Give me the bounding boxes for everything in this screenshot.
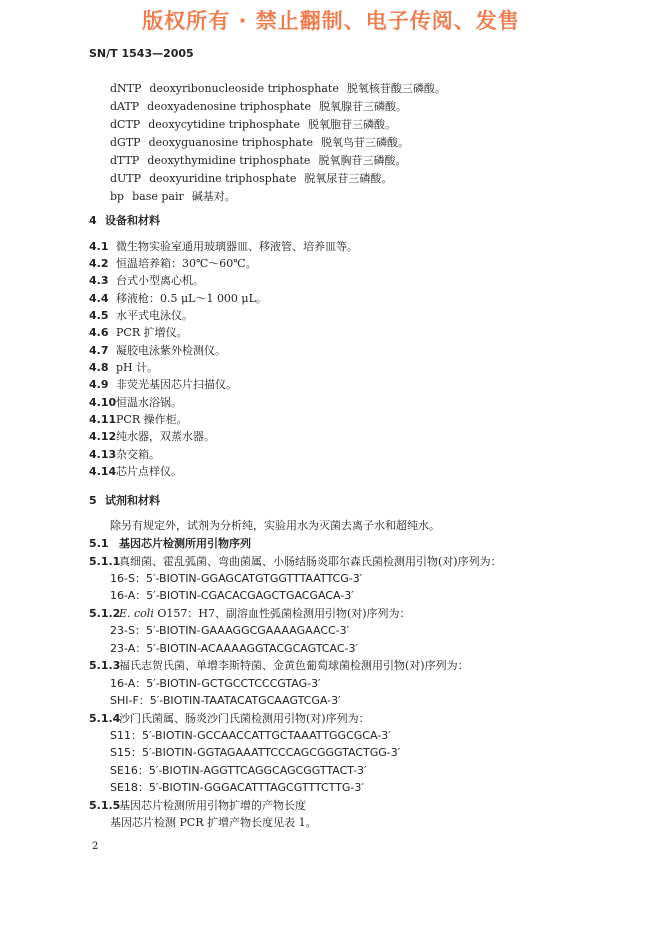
primer-sequence: 23-S：5′-BIOTIN-GAAAGGCGAAAAGAACC-3′: [110, 624, 350, 637]
list-item: [89, 324, 188, 340]
item-text: 非荧光基因芯片扫描仪。: [116, 378, 237, 391]
subsection-heading: [89, 797, 306, 813]
abbr-chinese: 碱基对。: [191, 190, 236, 203]
primer-sequence: S11：5′-BIOTIN-GCCAACCATTGCTAAATTGGCGCA-3′: [110, 729, 391, 742]
subsection-heading: [89, 535, 251, 551]
list-item: [89, 428, 215, 444]
abbr-row: [110, 116, 404, 132]
subsection-heading: [89, 605, 411, 621]
subsection-text: 基因芯片检测所用引物扩增的产物长度: [119, 799, 306, 812]
item-text: 移液枪：0.5 μL～1 000 μL。: [116, 292, 267, 305]
item-number: 4.6: [89, 326, 109, 339]
abbr-term: dTTP: [110, 154, 140, 167]
abbr-term: dATP: [110, 100, 140, 113]
item-number: 4.13: [89, 448, 117, 461]
list-item: [89, 411, 188, 427]
abbr-chinese: 脱氧鸟苷三磷酸。: [321, 136, 410, 149]
subsection-heading: [89, 657, 469, 673]
paragraph: 基因芯片检测 PCR 扩增产物长度见表 1。: [110, 816, 317, 829]
item-number: 4.1: [89, 240, 109, 253]
item-text: PCR 操作柜。: [116, 413, 188, 426]
list-item: [89, 376, 237, 392]
subsection-number: 5.1.3: [89, 659, 121, 672]
item-number: 4.3: [89, 274, 109, 287]
primer-sequence: 16-A：5′-BIOTIN-GCTGCCTCCCGTAG-3′: [110, 677, 321, 690]
abbr-term: dNTP: [110, 82, 142, 95]
item-number: 4.5: [89, 309, 109, 322]
item-text: 台式小型离心机。: [116, 274, 204, 287]
subsection-number: 5.1.1: [89, 555, 121, 568]
primer-sequence: 16-S：5′-BIOTIN-GGAGCATGTGGTTTAATTCG-3′: [110, 572, 363, 585]
subsection-title: 基因芯片检测所用引物序列: [119, 537, 251, 550]
section-number: 4: [89, 214, 97, 227]
item-text: 微生物实验室通用玻璃器皿、移液管、培养皿等。: [116, 240, 358, 253]
item-text: 杂交箱。: [116, 448, 160, 461]
subsection-text: 沙门氏菌属、肠炎沙门氏菌检测用引物(对)序列为：: [119, 712, 370, 725]
abbr-row: [110, 98, 415, 114]
list-item: [89, 255, 257, 271]
abbr-english: deoxyribonucleoside triphosphate: [149, 82, 339, 95]
item-number: 4.14: [89, 465, 117, 478]
subsection-text: O157：H7、副溶血性弧菌检测用引物(对)序列为：: [153, 607, 411, 620]
primer-sequence: SHI-F：5′-BIOTIN-TAATACATGCAAGTCGA-3′: [110, 694, 341, 707]
abbr-row: [110, 152, 414, 168]
watermark: 版权所有 · 禁止翻制、电子传阅、发售: [142, 9, 520, 33]
subsection-number: 5.1: [89, 537, 109, 550]
list-item: [89, 342, 226, 358]
list-item: [89, 290, 267, 306]
subsection-number: 5.1.4: [89, 712, 121, 725]
item-text: 纯水器，双蒸水器。: [116, 430, 215, 443]
abbr-chinese: 脱氧胞苷三磷酸。: [307, 118, 396, 131]
abbr-row: [110, 80, 454, 96]
primer-sequence: S15：5′-BIOTIN-GGTAGAAATTCCCAGCGGGTACTGG-3′: [110, 746, 401, 759]
abbr-chinese: 脱氧腺苷三磷酸。: [319, 100, 407, 113]
list-item: [89, 446, 160, 462]
paragraph: 除另有规定外，试剂为分析纯，实验用水为灭菌去离子水和超纯水。: [110, 519, 440, 532]
section-number: 5: [89, 494, 97, 507]
abbr-term: dUTP: [110, 172, 142, 185]
item-text: 恒温培养箱：30℃～60℃。: [116, 257, 257, 270]
section-title: 试剂和材料: [105, 494, 160, 507]
organism-name: E. coli: [119, 607, 154, 620]
abbr-english: deoxyuridine triphosphate: [149, 172, 297, 185]
abbr-english: deoxycytidine triphosphate: [148, 118, 300, 131]
section-heading: [89, 492, 160, 508]
list-item: [89, 463, 182, 479]
section-heading: [89, 212, 160, 228]
primer-sequence: SE16：5′-BIOTIN-AGGTTCAGGCAGCGGTTACT-3′: [110, 764, 367, 777]
subsection-number: 5.1.2: [89, 607, 121, 620]
list-item: [89, 394, 182, 410]
item-text: 恒温水浴锅。: [116, 396, 182, 409]
page-number: 2: [92, 841, 99, 852]
item-number: 4.4: [89, 292, 109, 305]
subsection-text: 福氏志贺氏菌、单增李斯特菌、金黄色葡萄球菌检测用引物(对)序列为：: [119, 659, 469, 672]
abbr-term: bp: [110, 190, 125, 203]
item-text: 芯片点样仪。: [116, 465, 182, 478]
item-text: 凝胶电泳紫外检测仪。: [116, 344, 226, 357]
item-number: 4.7: [89, 344, 109, 357]
subsection-heading: [89, 710, 370, 726]
subsection-number: 5.1.5: [89, 799, 121, 812]
primer-sequence: 23-A：5′-BIOTIN-ACAAAAGGTACGCAGTCAC-3′: [110, 642, 358, 655]
list-item: [89, 307, 193, 323]
subsection-text: 真细菌、霍乱弧菌、弯曲菌属、小肠结肠炎耶尔森氏菌检测用引物(对)序列为：: [119, 555, 502, 568]
primer-sequence: 16-A：5′-BIOTIN-CGACACGAGCTGACGACA-3′: [110, 589, 354, 602]
abbr-row: [110, 134, 417, 150]
abbr-chinese: 脱氧胸苷三磷酸。: [318, 154, 407, 167]
abbr-row: [110, 188, 244, 204]
item-number: 4.8: [89, 361, 109, 374]
abbr-chinese: 脱氧核苷酸三磷酸。: [346, 82, 446, 95]
item-number: 4.9: [89, 378, 109, 391]
list-item: [89, 238, 358, 254]
item-number: 4.2: [89, 257, 109, 270]
abbr-english: deoxyguanosine triphosphate: [148, 136, 314, 149]
list-item: [89, 359, 158, 375]
list-item: [89, 272, 204, 288]
item-text: 水平式电泳仪。: [116, 309, 193, 322]
item-number: 4.10: [89, 396, 117, 409]
primer-sequence: SE18：5′-BIOTIN-GGGACATTTAGCGTTTCTTG-3′: [110, 781, 364, 794]
abbr-term: dCTP: [110, 118, 141, 131]
abbr-term: dGTP: [110, 136, 141, 149]
standard-header: SN/T 1543—2005: [89, 47, 194, 60]
item-number: 4.11: [89, 413, 117, 426]
item-text: pH 计。: [116, 361, 159, 374]
abbr-english: deoxythymidine triphosphate: [147, 154, 311, 167]
section-title: 设备和材料: [105, 214, 160, 227]
item-number: 4.12: [89, 430, 117, 443]
subsection-heading: [89, 553, 502, 569]
item-text: PCR 扩增仪。: [116, 326, 188, 339]
abbr-row: [110, 170, 400, 186]
abbr-chinese: 脱氧尿苷三磷酸。: [304, 172, 393, 185]
abbr-english: base pair: [132, 190, 184, 203]
abbr-english: deoxyadenosine triphosphate: [147, 100, 311, 113]
